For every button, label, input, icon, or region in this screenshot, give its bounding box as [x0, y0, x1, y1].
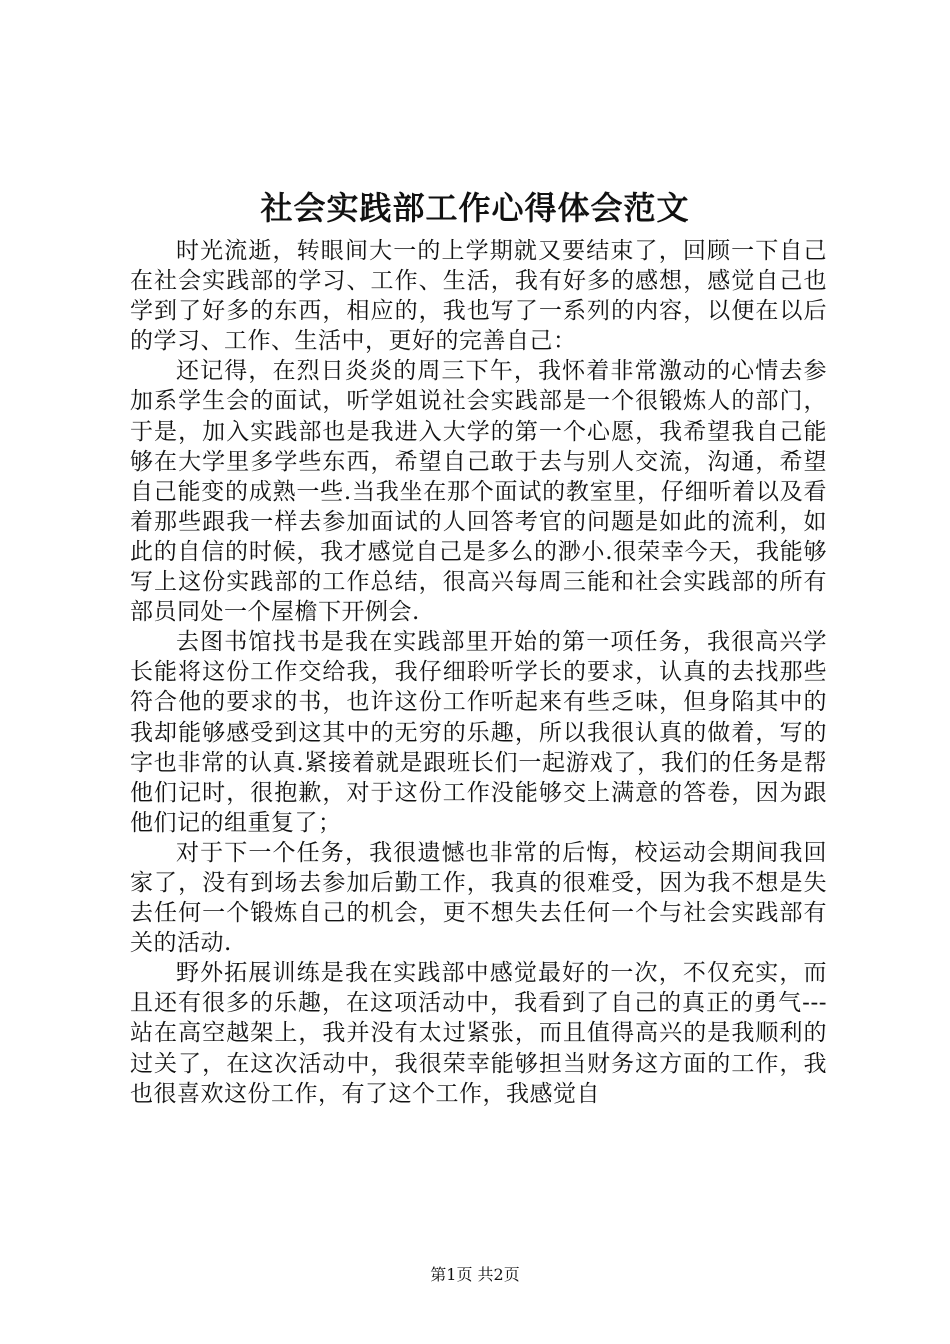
paragraph-interview: 还记得，在烈日炎炎的周三下午，我怀着非常激动的心情去参加系学生会的面试，听学姐说社会实践部是一个很锻炼人的部门，于是，加入实践部也是我进入大学的第一个心愿，我希望我自己能够在大学里多学些东西，希望自己敢于去与别人交流，沟通，希望自己能变的成熟一些.当我坐在那个面试的教室里，仔细听着以及看着那些跟我一样去参加面试的人回答考官的问题是如此的流利，如此的自信的时候，我才感觉自己是多么的渺小.很荣幸今天，我能够写上这份实践部的工作总结，很高兴每周三能和社会实践部的所有部员同处一个屋檐下开例会. — [130, 358, 827, 626]
document-title: 社会实践部工作心得体会范文 — [260, 189, 690, 227]
document-body — [130, 236, 827, 1109]
paragraph-library-task: 去图书馆找书是我在实践部里开始的第一项任务，我很高兴学长能将这份工作交给我，我仔细聆听学长的要求，认真的去找那些符合他的要求的书，也许这份工作听起来有些乏味，但身陷其中的我却能够感受到这其中的无穷的乐趣，所以我很认真的做着，写的字也非常的认真.紧接着就是跟班长们一起游戏了，我们的任务是帮他们记时，很抱歉，对于这份工作没能够交上满意的答卷，因为跟他们记的组重复了； — [130, 629, 827, 836]
paragraph-sports-meet: 对于下一个任务，我很遗憾也非常的后悔，校运动会期间我回家了，没有到场去参加后勤工作，我真的很难受，因为我不想是失去任何一个锻炼自己的机会，更不想失去任何一个与社会实践部有关的活动. — [130, 839, 827, 957]
paragraph-intro: 时光流逝，转眼间大一的上学期就又要结束了，回顾一下自己在社会实践部的学习、工作、生活，我有好多的感想，感觉自己也学到了好多的东西，相应的，我也写了一系列的内容，以便在以后的学习、工作、生活中，更好的完善自己： — [130, 238, 827, 355]
page-footer: 第1页 共2页 — [430, 1265, 520, 1284]
paragraph-outdoor-training: 野外拓展训练是我在实践部中感觉最好的一次，不仅充实，而且还有很多的乐趣，在这项活动中，我看到了自己的真正的勇气---站在高空越架上，我并没有太过紧张，而且值得高兴的是我顺利的过关了，在这次活动中，我很荣幸能够担当财务这方面的工作，我也很喜欢这份工作，有了这个工作，我感觉自 — [130, 960, 827, 1107]
